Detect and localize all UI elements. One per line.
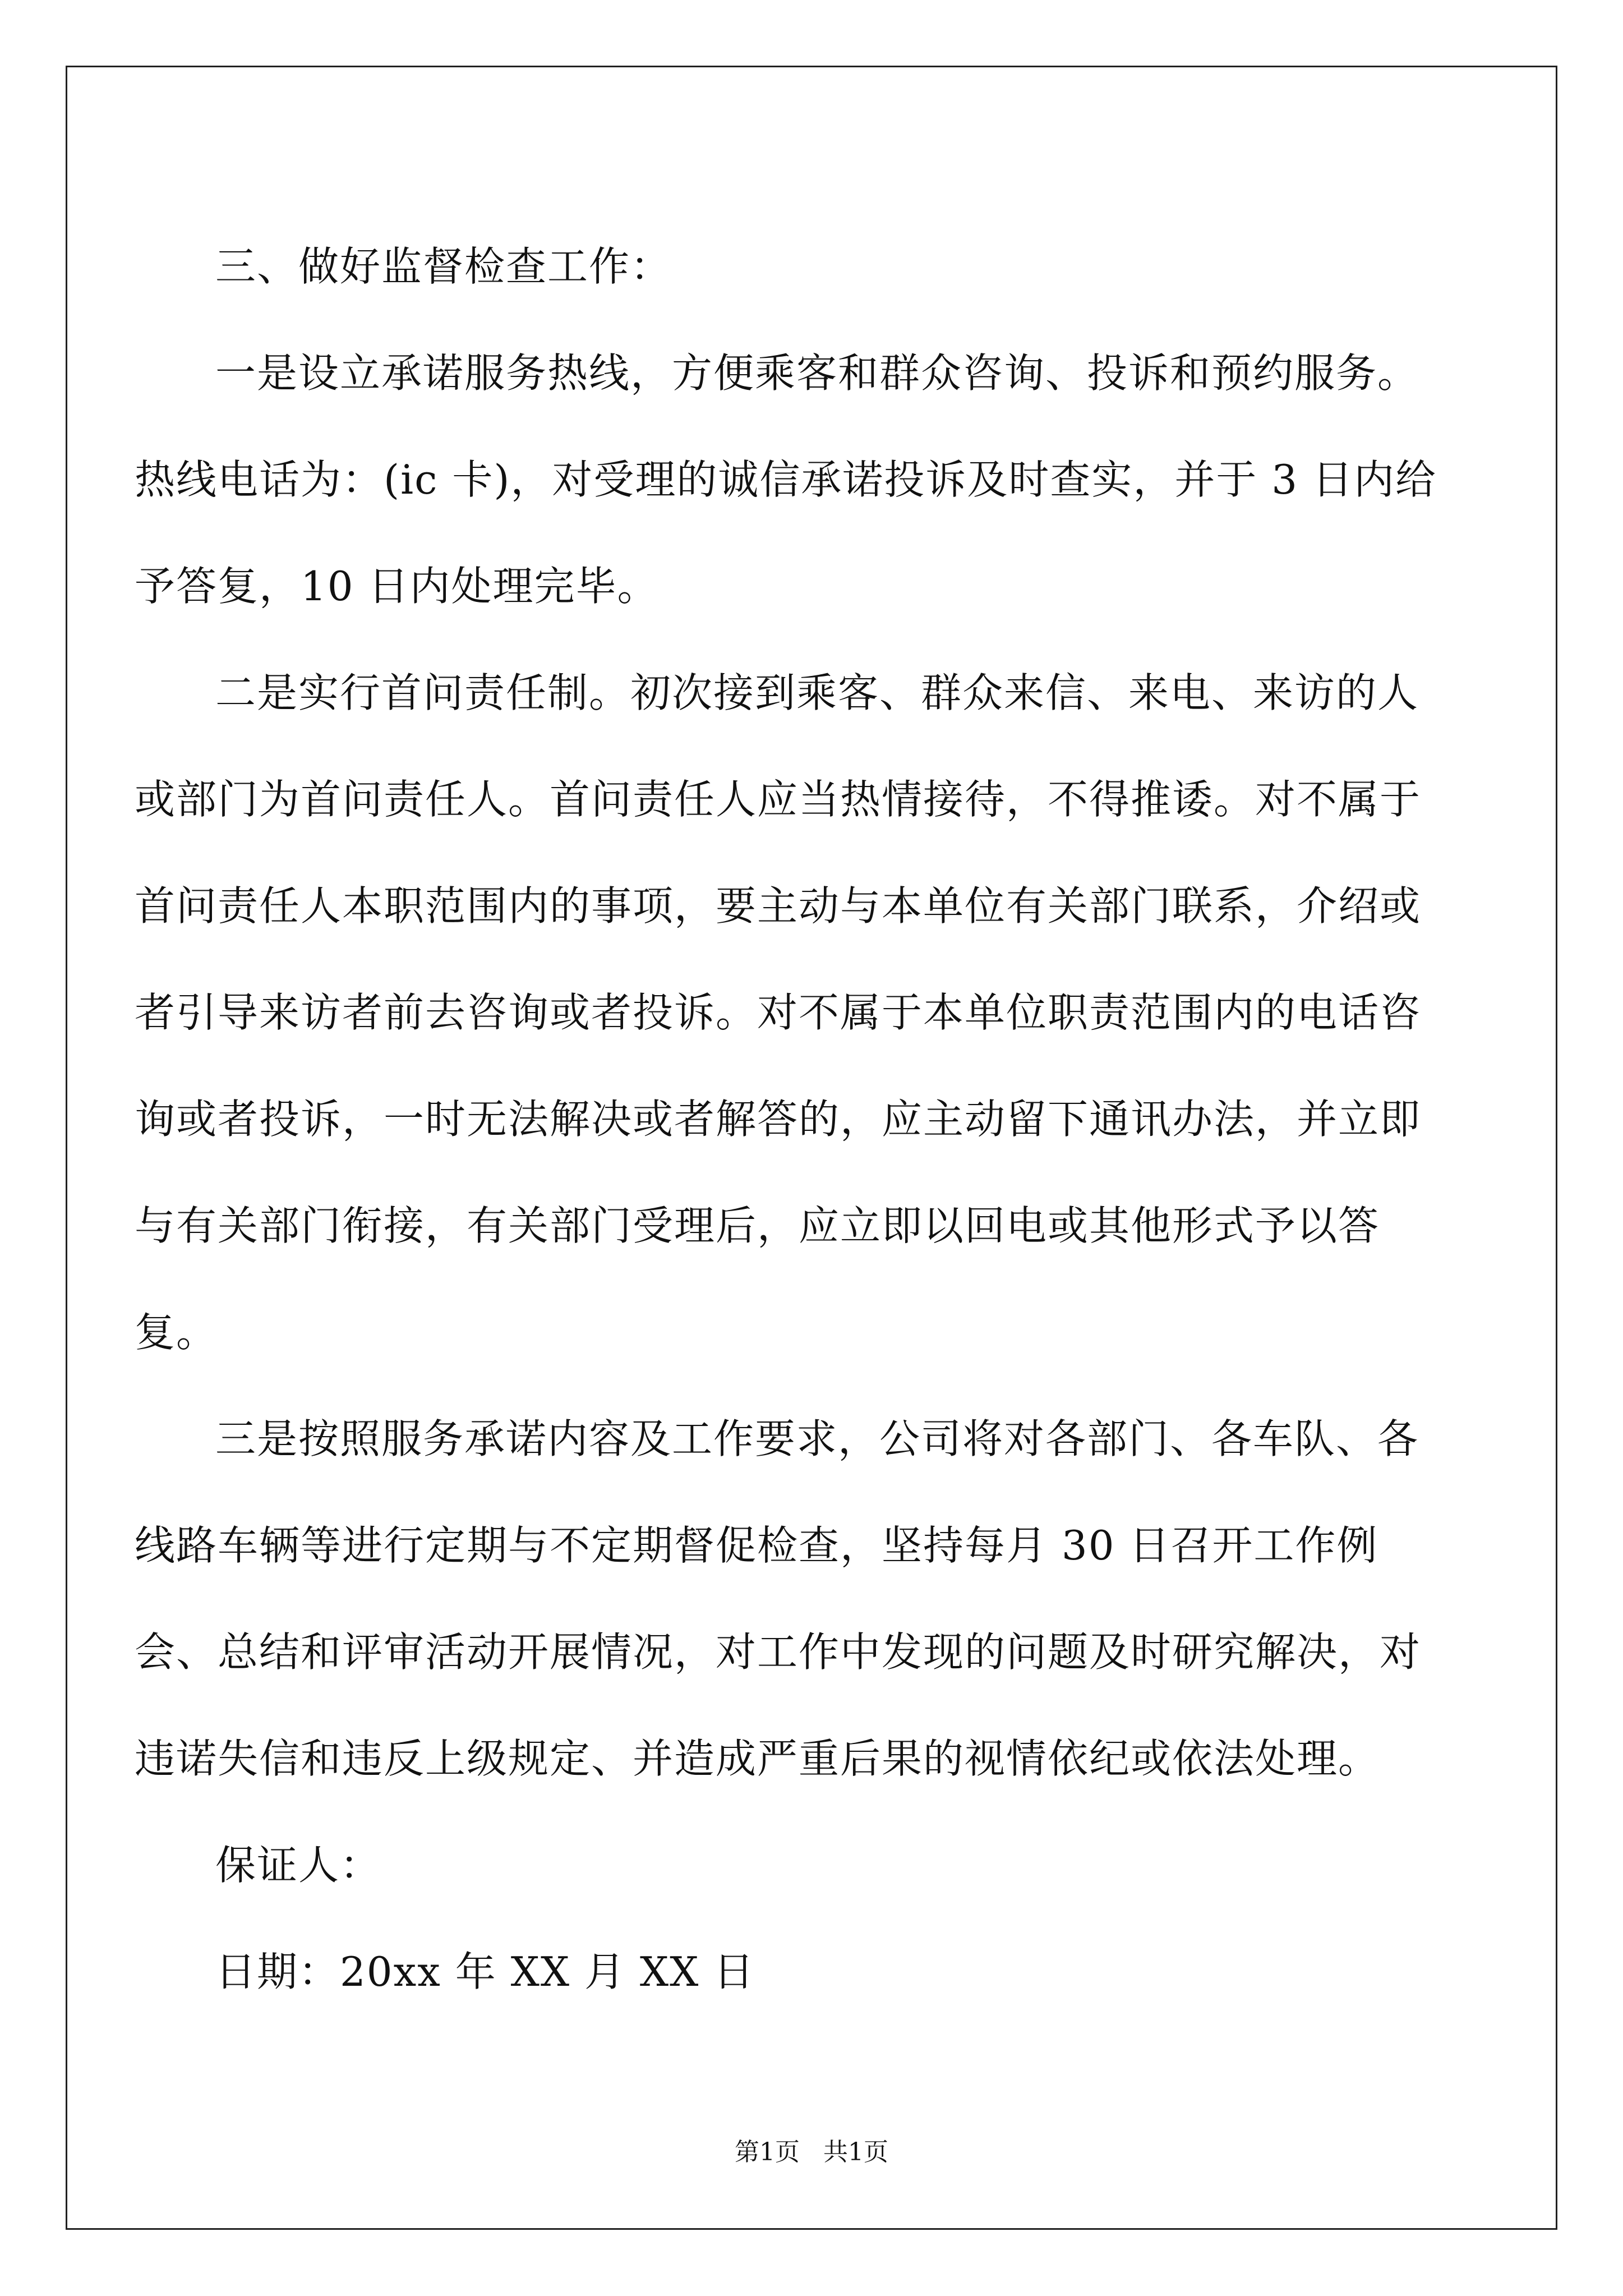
page-footer — [0, 2132, 1623, 2168]
document-body — [135, 213, 1453, 2025]
paragraph-supervision: 三是按照服务承诺内容及工作要求，公司将对各部门、各车队、各线路车辆等进行定期与不定期督促检查，坚持每月 30 日召开工作例会、总结和评审活动开展情况，对工作中发现的问题及时研究解决，对违诺失信和违反上级规定、并造成严重后果的视情依纪或依法处理。 — [135, 1415, 1422, 1782]
paragraph-first-responsibility: 二是实行首问责任制。初次接到乘客、群众来信、来电、来访的人或部门为首问责任人。首问责任人应当热情接待，不得推诿。对不属于首问责任人本职范围内的事项，要主动与本单位有关部门联系，介绍或者引导来访者前去咨询或者投诉。对不属于本单位职责范围内的电话咨询或者投诉，一时无法解决或者解答的，应主动留下通讯办法，并立即与有关部门衔接，有关部门受理后，应立即以回电或其他形式予以答复。 — [135, 669, 1422, 1356]
page-number-current: 第1页 — [735, 2138, 800, 2166]
page-number-total: 共1页 — [823, 2138, 888, 2166]
section-heading: 三、做好监督检查工作： — [215, 243, 672, 290]
guarantor-label: 保证人： — [215, 1842, 382, 1889]
paragraph-hotline: 一是设立承诺服务热线，方便乘客和群众咨询、投诉和预约服务。热线电话为：(ic 卡)，对受理的诚信承诺投诉及时查实，并于 3 日内给予答复，10 日内处理完毕。 — [135, 349, 1437, 610]
date-line: 日期：20xx 年 XX 月 XX 日 — [215, 1948, 755, 1995]
